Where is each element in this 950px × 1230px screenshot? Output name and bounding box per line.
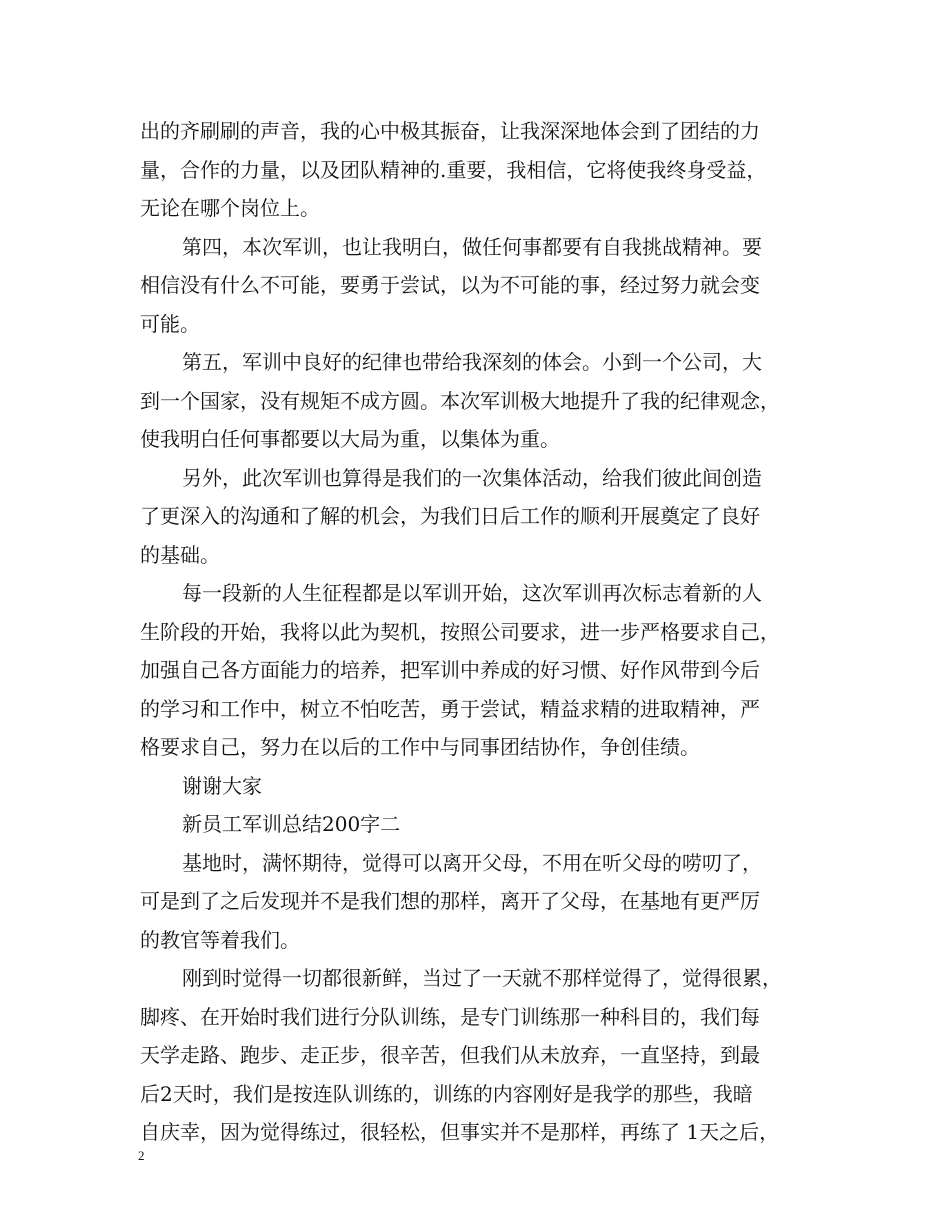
- paragraph-start-line: 基地时，满怀期待，觉得可以离开父母，不用在听父母的唠叨了，: [182, 850, 762, 875]
- text-line: 可是到了之后发现并不是我们想的那样，离开了父母，在基地有更严厉: [140, 889, 760, 913]
- text-line: 的教官等着我们。: [140, 927, 300, 952]
- text-line: 格要求自己，努力在以后的工作中与同事团结协作，争创佳绩。: [140, 735, 700, 759]
- text-line: 自庆幸，因为觉得练过，很轻松，但事实并不是那样，再练了 1天之后，: [140, 1120, 780, 1144]
- text-line: 的学习和工作中，树立不怕吃苦，勇于尝试，精益求精的进取精神，严: [140, 696, 760, 721]
- document-body: [140, 112, 820, 1152]
- text-line: 的基础。: [140, 542, 220, 567]
- text-line: 到一个国家，没有规矩不成方圆。本次军训极大地提升了我的纪律观念，: [140, 388, 780, 413]
- text-line: 天学走路、跑步、走正步，很辛苦，但我们从未放弃，一直坚持，到最: [140, 1043, 760, 1067]
- text-line: 后2天时，我们是按连队训练的，训练的内容刚好是我学的那些，我暗: [140, 1081, 753, 1106]
- paragraph-start-line: 另外，此次军训也算得是我们的一次集体活动，给我们彼此间创造: [182, 465, 762, 490]
- paragraph-start-line: 第五，军训中良好的纪律也带给我深刻的体会。小到一个公司，大: [182, 350, 762, 374]
- closing-line: 谢谢大家: [182, 773, 262, 798]
- page-number: 2: [138, 1148, 145, 1163]
- text-line: 加强自己各方面能力的培养，把军训中养成的好习惯、好作风带到今后: [140, 658, 760, 682]
- section-heading: 新员工军训总结200字二: [182, 812, 401, 836]
- text-line: 脚疼、在开始时我们进行分队训练，是专门训练那一种科目的，我们每: [140, 1004, 760, 1029]
- text-line: 使我明白任何事都要以大局为重，以集体为重。: [140, 427, 560, 451]
- text-line: 生阶段的开始，我将以此为契机，按照公司要求，进一步严格要求自己，: [140, 619, 780, 644]
- paragraph-start-line: 第四，本次军训，也让我明白，做任何事都要有自我挑战精神。要: [182, 234, 762, 259]
- paragraph-start-line: 每一段新的人生征程都是以军训开始，这次军训再次标志着新的人: [182, 581, 762, 605]
- text-line: 无论在哪个岗位上。: [140, 196, 320, 220]
- text-line: 出的齐刷刷的声音，我的心中极其振奋，让我深深地体会到了团结的力: [140, 119, 760, 143]
- text-line: 量，合作的力量，以及团队精神的.重要，我相信，它将使我终身受益，: [140, 157, 767, 182]
- text-line: 可能。: [140, 311, 200, 336]
- paragraph-start-line: 刚到时觉得一切都很新鲜，当过了一天就不那样觉得了，觉得很累，: [182, 966, 782, 990]
- text-line: 相信没有什么不可能，要勇于尝试，以为不可能的事，经过努力就会变: [140, 273, 760, 297]
- text-line: 了更深入的沟通和了解的机会，为我们日后工作的顺利开展奠定了良好: [140, 504, 760, 528]
